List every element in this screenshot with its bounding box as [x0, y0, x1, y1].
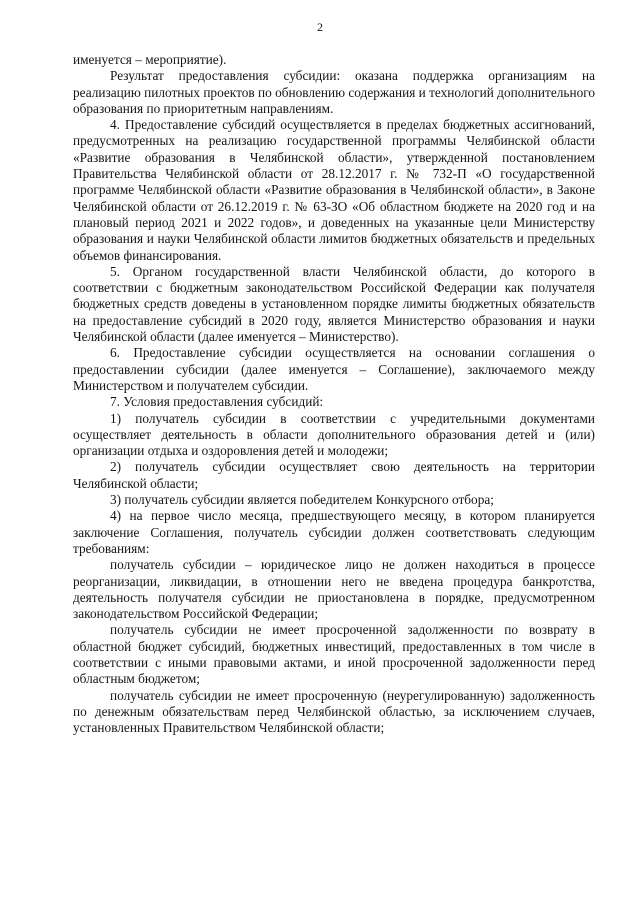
paragraph-continuation: именуется – мероприятие). [73, 52, 227, 67]
requirement-reorganization: получатель субсидии – юридическое лицо не должен находиться в процессе реорганизации, ликвидации, в отношении него не введена процедура банкротства, деятельность получателя субсидии не приостановлена в порядке, предусмотренном законодательством Российской Федерации; [73, 557, 595, 622]
paragraph-result: Результат предоставления субсидии: оказана поддержка организациям на реализацию пилотных проектов по обновлению содержания и технологий дополнительного образования по приоритетным направлениям. [73, 68, 595, 116]
paragraph-item-7: 7. Условия предоставления субсидий: [110, 394, 324, 410]
paragraph-item-6: 6. Предоставление субсидии осуществляется на основании соглашения о предоставлении субсидии (далее именуется – Соглашение), заключаемого между Министерством и получателем субсидии. [73, 345, 595, 393]
condition-1: 1) получатель субсидии в соответствии с учредительными документами осуществляет деятельность в области дополнительного образования детей и (или) организации отдыха и оздоровления детей и молодежи; [73, 410, 595, 459]
paragraph-item-4: 4. Предоставление субсидий осуществляется в пределах бюджетных ассигнований, предусмотренных на реализацию государственной программы Челябинской области «Развитие образования в Челябинской области», утвержденной постановлением Правительства Челябинской области от 28.12.2017 г. № 732-П «О государственной программе Челябинской области «Развитие образования в Челябинской области», в Законе Челябинской области от 26.12.2019 г. № 63-ЗО «Об областном бюджете на 2020 год и на плановый период 2021 и 2022 годов», и доведенных на указанные цели Министерству образования и науки Челябинской области лимитов бюджетных обязательств и предельных объемов финансирования. [73, 117, 595, 263]
paragraph-item-5: 5. Органом государственной власти Челябинской области, до которого в соответствии с бюджетным законодательством Российской Федерации как получателя бюджетных средств доведены в установленном порядке лимиты бюджетных обязательств на предоставление субсидий в 2020 году, является Министерство образования и науки Челябинской области (далее именуется – Министерство). [73, 263, 595, 345]
condition-2: 2) получатель субсидии осуществляет свою деятельность на территории Челябинской области; [73, 459, 595, 491]
page-number: 2 [317, 20, 323, 34]
condition-4: 4) на первое число месяца, предшествующего месяцу, в котором планируется заключение Соглашения, получатель субсидии должен соответствовать следующим требованиям: [73, 508, 595, 556]
condition-3: 3) получатель субсидии является победителем Конкурсного отбора; [110, 492, 494, 508]
requirement-no-overdue-debt: получатель субсидии не имеет просроченной задолженности по возврату в областной бюджет субсидий, бюджетных инвестиций, предоставленных в том числе в соответствии с иными правовыми актами, и иной просроченной задолженности перед областным бюджетом; [73, 622, 595, 687]
document-body [73, 52, 595, 736]
requirement-no-unsettled-debt: получатель субсидии не имеет просроченную (неурегулированную) задолженность по денежным обязательствам перед Челябинской областью, за исключением случаев, установленных Правительством Челябинской области; [73, 687, 595, 736]
